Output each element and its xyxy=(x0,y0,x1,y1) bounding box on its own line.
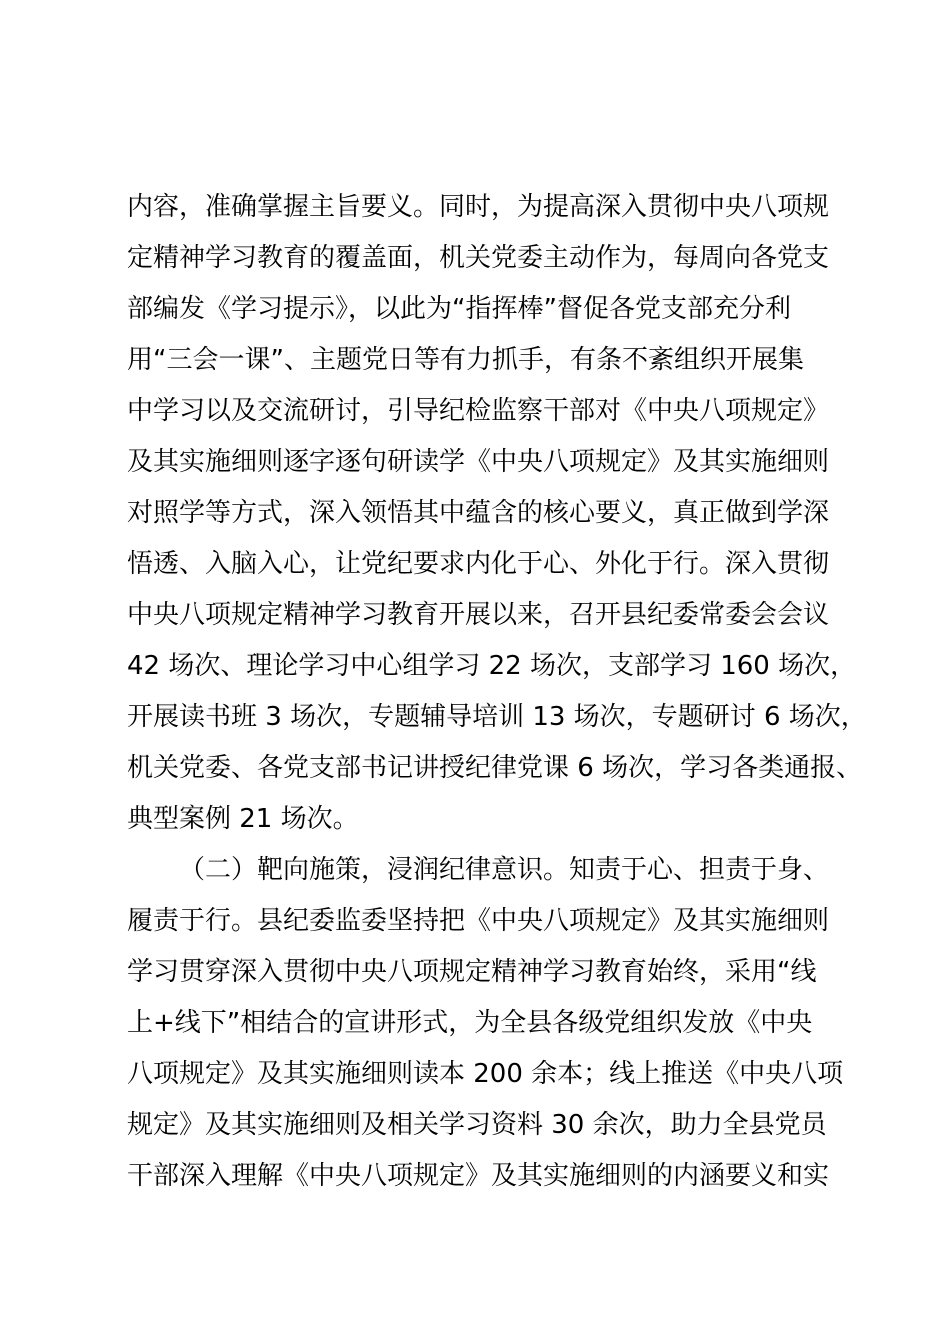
text-line: 八项规定》及其实施细则读本 200 余本；线上推送《中央八项 xyxy=(127,1059,844,1089)
text-line: 内容，准确掌握主旨要义。同时，为提高深入贯彻中央八项规 xyxy=(127,192,830,222)
paragraph-first-line: （二）靶向施策，浸润纪律意识。知责于心、担责于身、 xyxy=(179,855,830,885)
text-line: 中央八项规定精神学习教育开展以来，召开县纪委常委会会议 xyxy=(127,600,830,630)
text-line: 部编发《学习提示》，以此为“指挥棒”督促各党支部充分利 xyxy=(127,294,791,324)
text-line: 悟透、入脑入心，让党纪要求内化于心、外化于行。深入贯彻 xyxy=(127,549,830,579)
text-line: 干部深入理解《中央八项规定》及其实施细则的内涵要义和实 xyxy=(127,1161,830,1191)
text-line: 中学习以及交流研讨，引导纪检监察干部对《中央八项规定》 xyxy=(127,396,830,426)
text-line: 上+线下”相结合的宣讲形式，为全县各级党组织发放《中央 xyxy=(127,1008,813,1038)
text-line: 开展读书班 3 场次，专题辅导培训 13 场次，专题研讨 6 场次， xyxy=(127,702,867,732)
text-line: 用“三会一课”、主题党日等有力抓手，有条不紊组织开展集 xyxy=(127,345,804,375)
text-line: 及其实施细则逐字逐句研读学《中央八项规定》及其实施细则 xyxy=(127,447,830,477)
text-line: 42 场次、理论学习中心组学习 22 场次，支部学习 160 场次， xyxy=(127,651,857,681)
text-line: 机关党委、各党支部书记讲授纪律党课 6 场次，学习各类通报、 xyxy=(127,753,863,783)
text-line: 履责于行。县纪委监委坚持把《中央八项规定》及其实施细则 xyxy=(127,906,830,936)
text-line: 规定》及其实施细则及相关学习资料 30 余次，助力全县党员 xyxy=(127,1110,827,1140)
text-line: 学习贯穿深入贯彻中央八项规定精神学习教育始终，采用“线 xyxy=(127,957,817,987)
text-line: 典型案例 21 场次。 xyxy=(127,804,359,834)
text-line: 对照学等方式，深入领悟其中蕴含的核心要义，真正做到学深 xyxy=(127,498,830,528)
text-line: 定精神学习教育的覆盖面，机关党委主动作为，每周向各党支 xyxy=(127,243,830,273)
